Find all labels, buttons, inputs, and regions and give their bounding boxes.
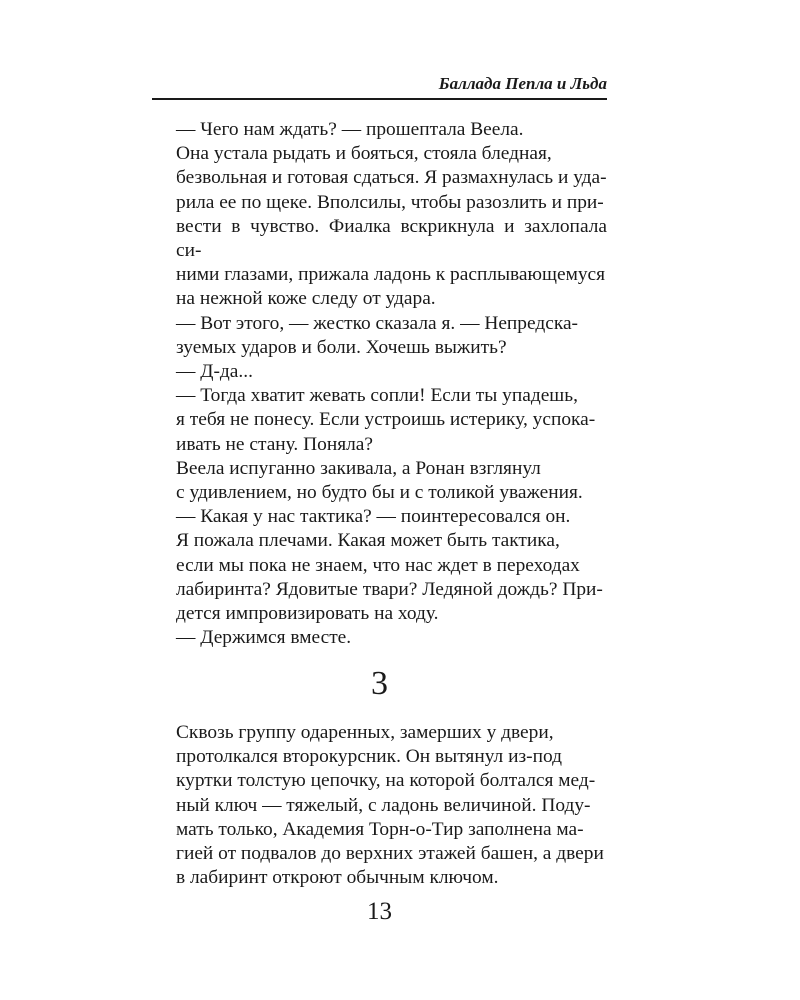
paragraph	[176, 529, 607, 626]
text-line: мать только, Академия Торн-о-Тир заполнена ма-	[176, 818, 584, 840]
paragraph	[176, 505, 607, 529]
text-line: Веела испуганно закивала, а Ронан взглянул	[176, 457, 541, 479]
text-line: на нежной коже следу от удара.	[176, 288, 436, 310]
paragraph	[176, 118, 607, 142]
text-line: с удивлением, но будто бы и с толикой уважения.	[176, 482, 583, 504]
chapter-number: 3	[371, 665, 388, 702]
text-section-2	[176, 721, 607, 890]
text-line: — Вот этого, — жестко сказала я. — Непредска-	[176, 312, 579, 334]
text-line: — Д-да...	[176, 361, 253, 383]
text-line: безвольная и готовая сдаться. Я размахнулась и уда-	[176, 167, 607, 189]
text-line: я тебя не понесу. Если устроишь истерику, успока-	[176, 409, 596, 431]
text-line: куртки толстую цепочку, на которой болтался мед-	[176, 770, 596, 792]
paragraph	[176, 457, 607, 505]
text-line: гией от подвалов до верхних этажей башен, а двери	[176, 843, 604, 865]
text-line: ними глазами, прижала ладонь к расплывающемуся	[176, 264, 606, 286]
text-line: Я пожала плечами. Какая может быть тактика,	[176, 530, 560, 552]
paragraph	[176, 384, 607, 457]
paragraph	[176, 360, 607, 384]
text-section-1	[176, 118, 607, 650]
text-line: ивать не стану. Поняла?	[176, 433, 374, 455]
running-head: Баллада Пепла и Льда	[438, 74, 607, 93]
text-line: — Тогда хватит жевать сопли! Если ты упадешь,	[176, 385, 578, 407]
page-number: 13	[367, 898, 392, 925]
text-line: зуемых ударов и боли. Хочешь выжить?	[176, 336, 507, 358]
text-line: дется импровизировать на ходу.	[176, 603, 439, 625]
text-line: протолкался второкурсник. Он вытянул из-под	[176, 746, 562, 768]
paragraph	[176, 312, 607, 360]
text-line: Она устала рыдать и бояться, стояла бледная,	[176, 143, 552, 165]
text-line: — Держимся вместе.	[176, 627, 352, 649]
paragraph	[176, 626, 607, 650]
header-rule	[152, 98, 607, 100]
text-line: лабиринта? Ядовитые твари? Ледяной дождь? При-	[176, 578, 603, 600]
text-line: — Чего нам ждать? — прошептала Веела.	[176, 119, 524, 140]
text-line: рила ее по щеке. Вполсилы, чтобы разозлить и при-	[176, 191, 604, 213]
text-line: — Какая у нас тактика? — поинтересовался он.	[176, 506, 571, 528]
paragraph	[176, 142, 607, 311]
paragraph	[176, 721, 607, 890]
text-line: в лабиринт откроют обычным ключом.	[176, 867, 499, 889]
text-line: если мы пока не знаем, что нас ждет в переходах	[176, 554, 580, 576]
text-line: Сквозь группу одаренных, замерших у двери,	[176, 722, 554, 743]
text-line: ный ключ — тяжелый, с ладонь величиной. Поду-	[176, 794, 591, 816]
text-line: вести в чувство. Фиалка вскрикнула и захлопала си-	[176, 215, 607, 262]
